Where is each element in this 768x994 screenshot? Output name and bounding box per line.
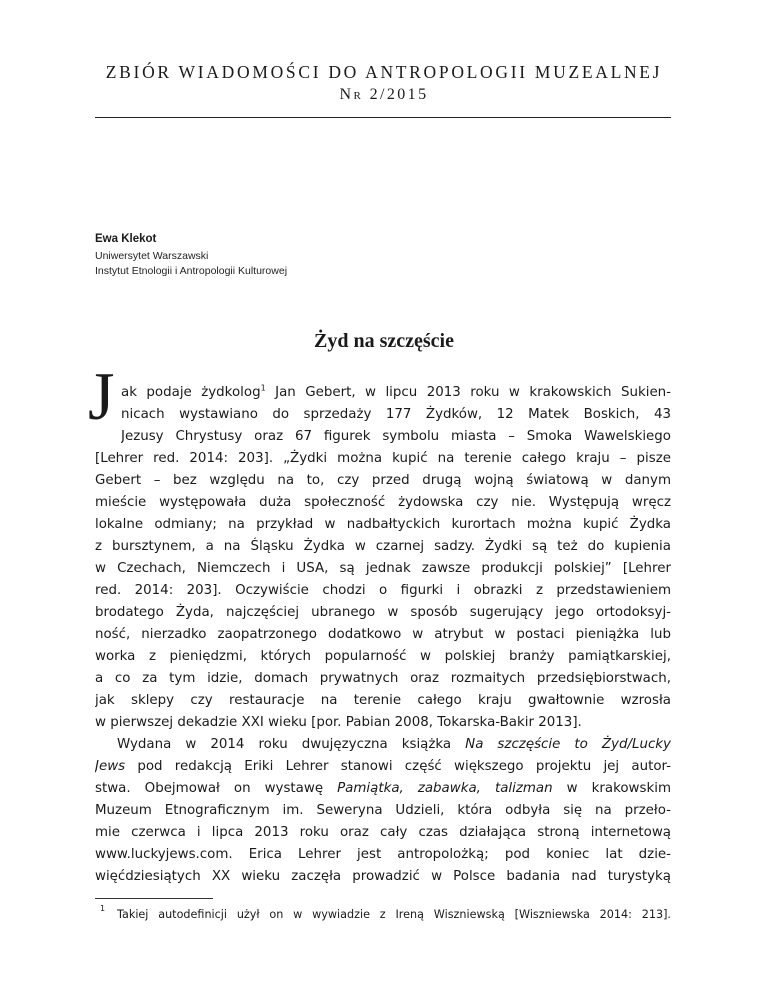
body-line-5: Gebert – bez względu na to, czy przed drugą wojną światową w danym bbox=[95, 473, 671, 488]
author-name: Ewa Klekot bbox=[95, 233, 157, 245]
footnote-divider bbox=[95, 898, 213, 899]
body-line-16: w pierwszej dekadzie XXI wieku [por. Pabian 2008, Tokarska-Bakir 2013]. bbox=[95, 715, 582, 730]
body-text: w krakowskim bbox=[552, 781, 671, 796]
body-line-3: Jezusy Chrystusy oraz 67 figurek symbolu miasta – Smoka Wawelskiego bbox=[121, 429, 671, 444]
body-line-18 bbox=[95, 756, 671, 778]
article-title: Żyd na szczęście bbox=[314, 330, 454, 352]
body-line-12: ność, nierzadko zaopatrzonego dodatkowo w atrybut w postaci pieniążka lub bbox=[95, 627, 671, 642]
issue-value: 2/2015 bbox=[369, 86, 429, 103]
footnote-ref[interactable]: 1 bbox=[260, 383, 266, 393]
body-line-10: red. 2014: 203]. Oczywiście chodzi o figurki i obrazki z przedstawieniem bbox=[95, 583, 671, 598]
body-line-17 bbox=[117, 734, 671, 756]
body-line-13: worka z pieniędzmi, których popularność w polskiej branży pamiątkarskiej, bbox=[95, 649, 671, 664]
header-divider bbox=[95, 117, 671, 118]
body-line-7: lokalne odmiany; na przykład w nadbałtyckich kurortach można kupić Żydka bbox=[95, 517, 671, 532]
issue-number bbox=[0, 86, 768, 104]
body-text: Wydana w 2014 roku dwujęzyczna książka bbox=[117, 737, 466, 752]
body-line-4: [Lehrer red. 2014: 203]. „Żydki można kupić na terenie całego kraju – pisze bbox=[95, 451, 671, 466]
body-line-20: Muzeum Etnograficznym im. Seweryna Udzieli, która odbyła się na przeło- bbox=[95, 803, 671, 818]
body-line-8: z bursztynem, a na Śląsku Żydka w czarnej sadzy. Żydki są też do kupienia bbox=[95, 539, 671, 554]
body-text: ak podaje żydkolog bbox=[121, 385, 261, 400]
drop-cap: J bbox=[88, 358, 115, 434]
exhibition-title: Pamiątka, zabawka, talizman bbox=[337, 781, 553, 796]
body-line-15: jak sklepy czy restauracje na terenie całego kraju gwałtownie wzrosła bbox=[95, 693, 671, 708]
body-line-6: mieście występowała duża społeczność żydowska czy nie. Występują wręcz bbox=[95, 495, 671, 510]
body-text: stwa. Obejmował on wystawę bbox=[95, 781, 338, 796]
author-affiliation-university: Uniwersytet Warszawski bbox=[95, 250, 209, 262]
body-line-21: mie czerwca i lipca 2013 roku oraz cały czas działająca stroną internetową bbox=[95, 825, 671, 840]
body-line-1 bbox=[121, 382, 671, 404]
book-title: Jews bbox=[95, 759, 126, 774]
book-title: Na szczęście to Żyd/Lucky bbox=[465, 737, 671, 752]
body-line-11: brodatego Żyda, najczęściej ubranego w sposób sugerujący jego ortodoksyj- bbox=[95, 605, 671, 620]
body-line-9: w Czechach, Niemczech i USA, są jednak zawsze produkcji polskiej” [Lehrer bbox=[95, 561, 671, 576]
issue-prefix: Nr bbox=[339, 86, 364, 103]
journal-title: ZBIÓR WIADOMOŚCI DO ANTROPOLOGII MUZEALNEJ bbox=[105, 62, 663, 82]
footnote-number: 1 bbox=[100, 904, 106, 913]
body-line-23: więćdziesiątych XX wieku zaczęła prowadzić w Polsce badania nad turystyką bbox=[95, 869, 671, 884]
author-affiliation-institute: Instytut Etnologii i Antropologii Kulturowej bbox=[95, 265, 288, 277]
body-text: pod redakcją Eriki Lehrer stanowi część większego projektu jej autor- bbox=[125, 759, 671, 774]
body-line-22: www.luckyjews.com. Erica Lehrer jest antropolożką; pod koniec lat dzie- bbox=[95, 847, 671, 862]
body-line-19 bbox=[95, 778, 671, 800]
body-line-14: a co za tym idzie, domach prywatnych oraz rozmaitych przedsiębiorstwach, bbox=[95, 671, 671, 686]
body-line-2: nicach wystawiano do sprzedaży 177 Żydków, 12 Matek Boskich, 43 bbox=[121, 407, 671, 422]
body-text: Jan Gebert, w lipcu 2013 roku w krakowskich Sukien- bbox=[265, 385, 671, 400]
footnote-text: Takiej autodefinicji użył on w wywiadzie z Ireną Wiszniewską [Wiszniewska 2014: 213]. bbox=[117, 908, 671, 921]
